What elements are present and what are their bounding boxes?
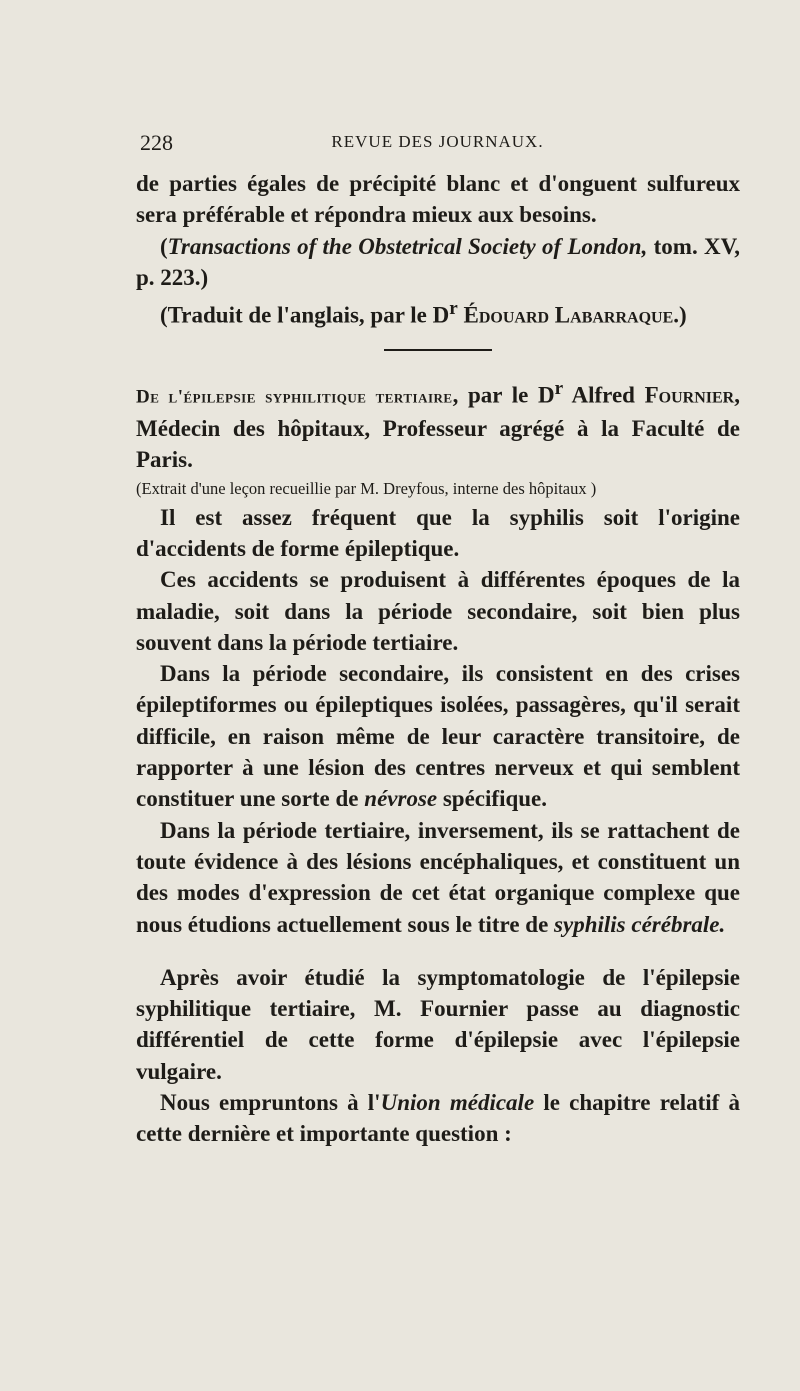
article-title-by: , par le D: [452, 382, 555, 408]
body-text: [136, 168, 740, 1150]
paragraph-3-end: spécifique.: [437, 786, 547, 812]
paragraph-1: Il est assez fréquent que la syphilis soit l'origine d'accidents de forme épileptique.: [136, 504, 740, 561]
translator-name: Édouard Labarraque.: [457, 302, 680, 328]
paragraph-4: [136, 815, 740, 940]
article-title-sup: r: [554, 378, 564, 400]
translator-prefix: (Traduit de l'anglais, par le D: [160, 302, 450, 328]
paragraph-4-text: Dans la période tertiaire, inversement, ils se rattachent de toute évidence à des lésions encéphaliques, et constituent un des modes d'expression de cet état organique complexe que nous étudions actuellement sous le titre de: [136, 817, 740, 937]
article-author-first: Alfred: [563, 382, 645, 408]
page-number: 228: [140, 130, 173, 155]
translator-close: ): [679, 302, 687, 328]
paragraph-gap: [136, 940, 740, 962]
paragraph-6-italic: Union médicale: [380, 1090, 535, 1116]
extract-note: (Extrait d'une leçon recueillie par M. Dreyfous, interne des hôpitaux ): [136, 478, 597, 498]
paragraph-3-italic: névrose: [364, 786, 438, 812]
section-divider: [384, 349, 492, 351]
paragraph-3: [136, 658, 740, 814]
article-author-credentials: , Médecin des hôpitaux, Professeur agrégé à la Faculté de Paris.: [136, 382, 740, 473]
paragraph-4-italic: syphilis cérébrale.: [554, 911, 726, 937]
paragraph-6: [136, 1087, 740, 1150]
page-header: [140, 130, 735, 160]
article-author-name: Fournier: [644, 382, 735, 408]
translator-credit: [136, 293, 740, 331]
citation: [136, 231, 740, 294]
continuation-paragraph: de parties égales de précipité blanc et d'onguent sulfureux sera préférable et répondra mieux aux besoins.: [136, 171, 740, 228]
article-title: [136, 373, 740, 476]
paragraph-5: Après avoir étudié la symptomatologie de l'épilepsie syphilitique tertiaire, M. Fournier passe au diagnostic différentiel de cette forme d'épilepsie avec l'épilepsie vulgaire.: [136, 964, 740, 1084]
paragraph-2: Ces accidents se produisent à différentes époques de la maladie, soit dans la période secondaire, soit bien plus souvent dans la période tertiaire.: [136, 567, 740, 655]
translator-sup: r: [449, 298, 458, 320]
paragraph-6-end: le chapitre relatif à cette dernière et importante question :: [136, 1090, 740, 1147]
paragraph-6-text: Nous empruntons à l': [160, 1090, 381, 1116]
citation-journal: Transactions of the Obstetrical Society of London,: [167, 233, 648, 259]
citation-open: (: [160, 233, 168, 259]
running-title: REVUE DES JOURNAUX.: [331, 132, 544, 151]
article-title-lead: De l'épilepsie syphilitique tertiaire: [136, 386, 453, 408]
citation-volume: tom. XV, p. 223.): [136, 233, 740, 290]
paragraph-3-text: Dans la période secondaire, ils consistent en des crises épileptiformes ou épileptiques isolées, passagères, qu'il serait difficile, en raison même de leur caractère transitoire, de rapporter à une lésion des centres nerveux et qui semblent constituer une sorte de: [136, 661, 740, 812]
